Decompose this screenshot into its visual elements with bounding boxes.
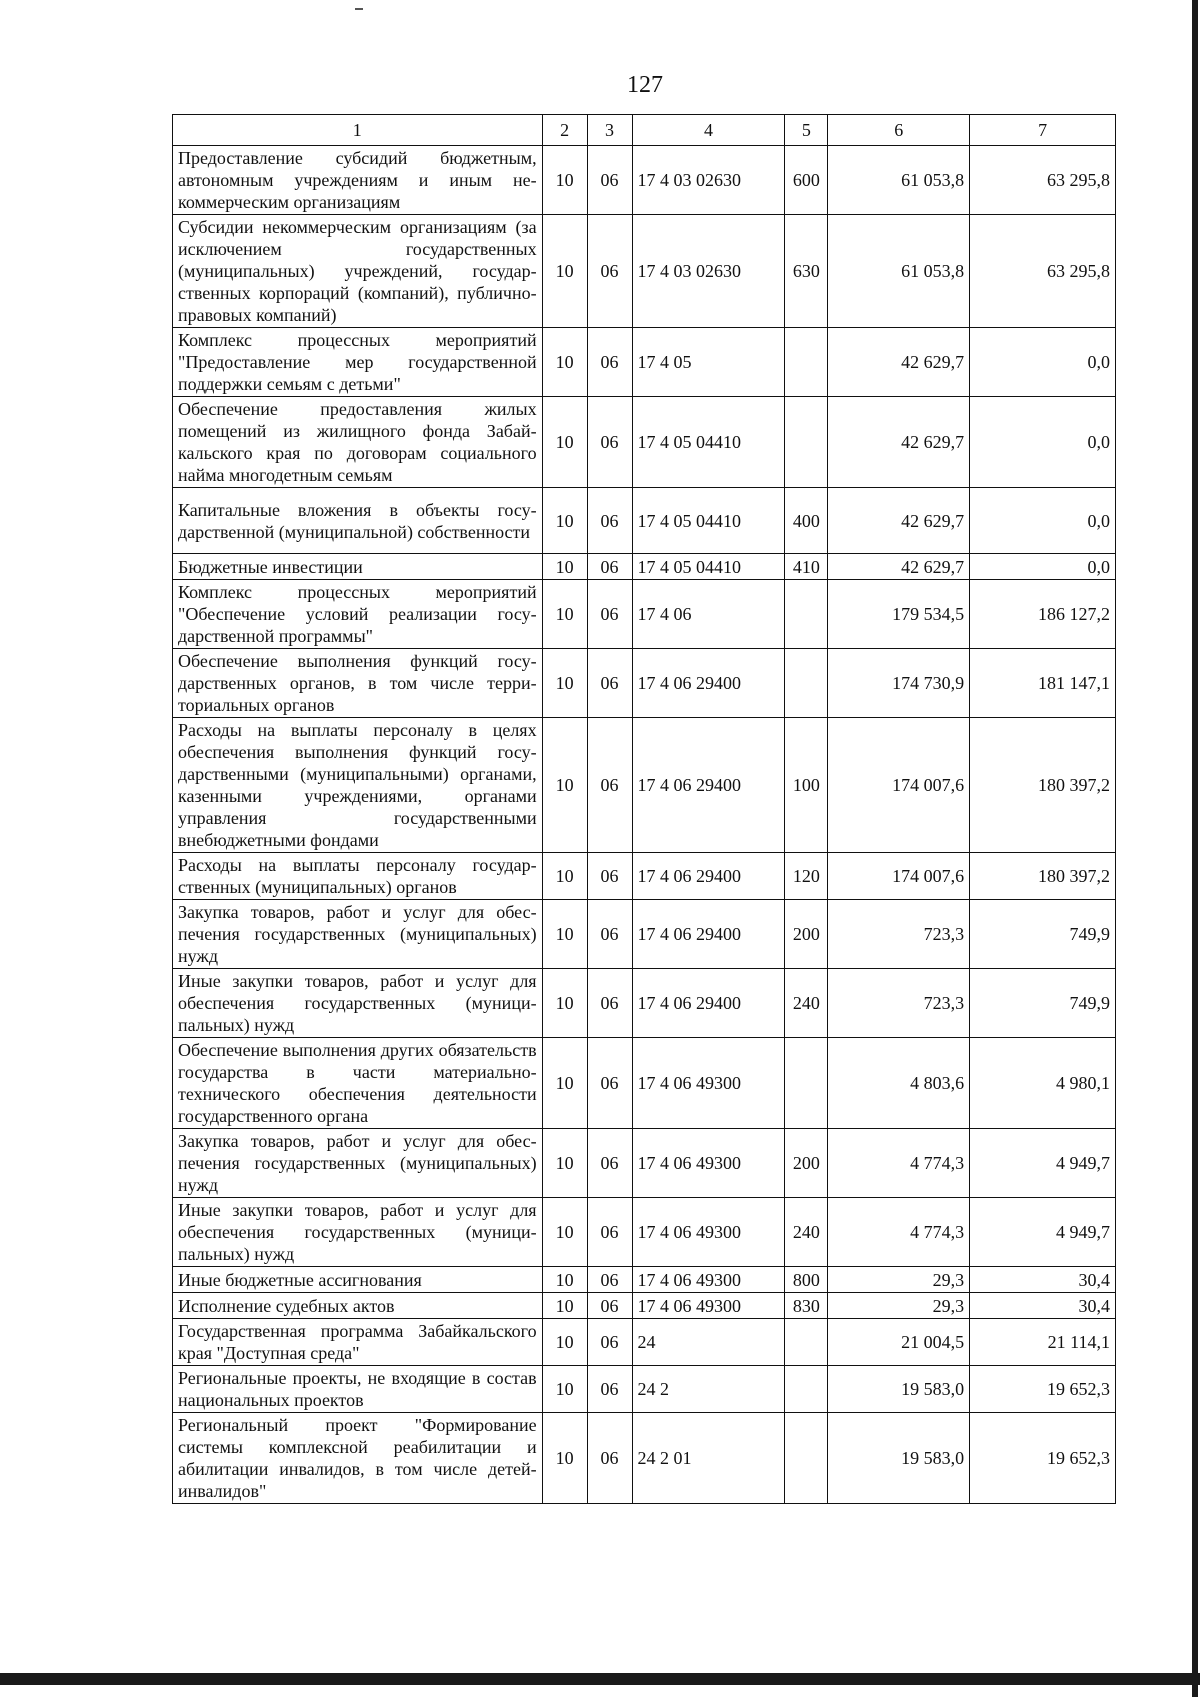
row-target-article: 17 4 05 04410	[632, 488, 785, 554]
row-expense-type: 410	[785, 554, 828, 580]
table-row	[173, 488, 1116, 554]
row-target-article: 24 2	[632, 1366, 785, 1413]
row-target-article: 17 4 03 02630	[632, 215, 785, 328]
column-header-2: 2	[542, 115, 587, 146]
row-section: 10	[542, 580, 587, 649]
table-row	[173, 215, 1116, 328]
row-name: Капитальные вложения в объекты государственной (муниципальной) собственности	[173, 488, 543, 554]
row-name: Комплекс процессных мероприятий "Предоставление мер государственной поддержки семьям с детьми"	[173, 328, 543, 397]
column-header-6: 6	[828, 115, 970, 146]
table-row	[173, 1267, 1116, 1293]
row-section: 10	[542, 1366, 587, 1413]
row-amount-year-1: 4 774,3	[828, 1198, 970, 1267]
row-expense-type: 100	[785, 718, 828, 853]
row-amount-year-1: 42 629,7	[828, 488, 970, 554]
row-expense-type: 400	[785, 488, 828, 554]
row-target-article: 17 4 06 29400	[632, 649, 785, 718]
row-amount-year-1: 19 583,0	[828, 1366, 970, 1413]
row-section: 10	[542, 397, 587, 488]
row-amount-year-2: 63 295,8	[970, 146, 1116, 215]
row-subsection: 06	[587, 328, 632, 397]
row-amount-year-1: 723,3	[828, 900, 970, 969]
scan-bottom-edge	[0, 1673, 1200, 1685]
row-section: 10	[542, 718, 587, 853]
row-expense-type: 600	[785, 146, 828, 215]
table-row	[173, 853, 1116, 900]
row-target-article: 17 4 06 49300	[632, 1267, 785, 1293]
row-target-article: 17 4 06 29400	[632, 853, 785, 900]
table-row	[173, 146, 1116, 215]
row-amount-year-2: 4 949,7	[970, 1198, 1116, 1267]
row-amount-year-2: 21 114,1	[970, 1319, 1116, 1366]
table-row	[173, 1319, 1116, 1366]
row-name: Комплекс процессных мероприятий "Обеспечение условий реализации государственной программы"	[173, 580, 543, 649]
row-subsection: 06	[587, 1413, 632, 1504]
row-amount-year-1: 4 774,3	[828, 1129, 970, 1198]
row-section: 10	[542, 969, 587, 1038]
row-expense-type	[785, 328, 828, 397]
row-amount-year-2: 30,4	[970, 1267, 1116, 1293]
table-row	[173, 1129, 1116, 1198]
row-amount-year-2: 0,0	[970, 328, 1116, 397]
row-amount-year-2: 180 397,2	[970, 853, 1116, 900]
row-expense-type	[785, 1366, 828, 1413]
table-row	[173, 554, 1116, 580]
row-subsection: 06	[587, 1198, 632, 1267]
row-subsection: 06	[587, 1267, 632, 1293]
row-name: Исполнение судебных актов	[173, 1293, 543, 1319]
row-section: 10	[542, 328, 587, 397]
row-target-article: 17 4 06 49300	[632, 1038, 785, 1129]
row-section: 10	[542, 853, 587, 900]
row-section: 10	[542, 1267, 587, 1293]
row-target-article: 24	[632, 1319, 785, 1366]
row-subsection: 06	[587, 1129, 632, 1198]
table-row	[173, 580, 1116, 649]
row-name: Обеспечение выполнения функций государственных органов, в том числе территориальных органов	[173, 649, 543, 718]
row-subsection: 06	[587, 969, 632, 1038]
row-expense-type	[785, 397, 828, 488]
row-expense-type: 830	[785, 1293, 828, 1319]
column-header-4: 4	[632, 115, 785, 146]
row-amount-year-2: 19 652,3	[970, 1413, 1116, 1504]
row-section: 10	[542, 900, 587, 969]
row-name: Региональный проект "Формирование системы комплексной реабилитации и абилитации инвалидов, в том числе детей-инвалидов"	[173, 1413, 543, 1504]
row-amount-year-2: 4 980,1	[970, 1038, 1116, 1129]
row-section: 10	[542, 554, 587, 580]
row-section: 10	[542, 1319, 587, 1366]
table-row	[173, 1038, 1116, 1129]
row-name: Закупка товаров, работ и услуг для обеспечения государственных (муниципальных) нужд	[173, 1129, 543, 1198]
row-amount-year-1: 174 730,9	[828, 649, 970, 718]
column-header-1: 1	[173, 115, 543, 146]
column-header-5: 5	[785, 115, 828, 146]
row-expense-type: 800	[785, 1267, 828, 1293]
row-name: Закупка товаров, работ и услуг для обеспечения государственных (муниципальных) нужд	[173, 900, 543, 969]
table-row	[173, 969, 1116, 1038]
table-row	[173, 1366, 1116, 1413]
row-name: Региональные проекты, не входящие в состав национальных проектов	[173, 1366, 543, 1413]
row-target-article: 17 4 05 04410	[632, 397, 785, 488]
row-name: Государственная программа Забайкальского края "Доступная среда"	[173, 1319, 543, 1366]
row-amount-year-1: 42 629,7	[828, 554, 970, 580]
row-section: 10	[542, 488, 587, 554]
row-subsection: 06	[587, 397, 632, 488]
row-expense-type: 240	[785, 969, 828, 1038]
row-expense-type	[785, 580, 828, 649]
row-amount-year-2: 181 147,1	[970, 649, 1116, 718]
row-amount-year-1: 174 007,6	[828, 718, 970, 853]
row-expense-type: 120	[785, 853, 828, 900]
row-subsection: 06	[587, 718, 632, 853]
row-expense-type: 200	[785, 900, 828, 969]
row-target-article: 17 4 06 49300	[632, 1129, 785, 1198]
row-section: 10	[542, 1038, 587, 1129]
row-target-article: 17 4 06 29400	[632, 969, 785, 1038]
row-amount-year-1: 61 053,8	[828, 146, 970, 215]
column-header-3: 3	[587, 115, 632, 146]
row-subsection: 06	[587, 853, 632, 900]
row-amount-year-2: 749,9	[970, 969, 1116, 1038]
row-target-article: 17 4 06 49300	[632, 1293, 785, 1319]
row-amount-year-1: 21 004,5	[828, 1319, 970, 1366]
row-subsection: 06	[587, 1293, 632, 1319]
row-section: 10	[542, 146, 587, 215]
row-target-article: 17 4 05	[632, 328, 785, 397]
row-amount-year-1: 42 629,7	[828, 397, 970, 488]
budget-table	[172, 114, 1116, 1504]
row-subsection: 06	[587, 554, 632, 580]
row-section: 10	[542, 1293, 587, 1319]
row-name: Иные закупки товаров, работ и услуг для обеспечения государственных (муниципальных) нужд	[173, 1198, 543, 1267]
row-target-article: 17 4 03 02630	[632, 146, 785, 215]
row-amount-year-2: 4 949,7	[970, 1129, 1116, 1198]
row-name: Предоставление субсидий бюджетным, автономным учреждениям и иным некоммерческим организациям	[173, 146, 543, 215]
row-subsection: 06	[587, 215, 632, 328]
row-amount-year-1: 29,3	[828, 1293, 970, 1319]
row-section: 10	[542, 649, 587, 718]
row-amount-year-1: 723,3	[828, 969, 970, 1038]
row-name: Обеспечение предоставления жилых помещений из жилищного фонда Забайкальского края по договорам социального найма многодетным семьям	[173, 397, 543, 488]
row-amount-year-1: 4 803,6	[828, 1038, 970, 1129]
scan-mark	[355, 8, 363, 10]
table-row	[173, 718, 1116, 853]
row-target-article: 17 4 06	[632, 580, 785, 649]
row-expense-type: 630	[785, 215, 828, 328]
row-expense-type: 240	[785, 1198, 828, 1267]
row-name: Иные закупки товаров, работ и услуг для обеспечения государственных (муниципальных) нужд	[173, 969, 543, 1038]
row-amount-year-2: 0,0	[970, 554, 1116, 580]
row-amount-year-2: 30,4	[970, 1293, 1116, 1319]
header-row	[173, 115, 1116, 146]
table-row	[173, 649, 1116, 718]
row-name: Обеспечение выполнения других обязательств государства в части материально-технического обеспечения деятельности государственного органа	[173, 1038, 543, 1129]
column-header-7: 7	[970, 115, 1116, 146]
row-amount-year-2: 180 397,2	[970, 718, 1116, 853]
row-section: 10	[542, 1413, 587, 1504]
row-amount-year-1: 42 629,7	[828, 328, 970, 397]
row-name: Субсидии некоммерческим организациям (за исключением государственных (муниципальных) учреждений, государственных корпораций (компаний), публично-правовых компаний)	[173, 215, 543, 328]
row-amount-year-2: 186 127,2	[970, 580, 1116, 649]
table-row	[173, 1413, 1116, 1504]
row-name: Расходы на выплаты персоналу в целях обеспечения выполнения функций государственными (муниципальными) органами, казенными учреждениями, органами управления государственными внебюджетными фондами	[173, 718, 543, 853]
row-target-article: 17 4 05 04410	[632, 554, 785, 580]
row-expense-type: 200	[785, 1129, 828, 1198]
row-name: Бюджетные инвестиции	[173, 554, 543, 580]
row-amount-year-2: 0,0	[970, 488, 1116, 554]
row-target-article: 17 4 06 49300	[632, 1198, 785, 1267]
row-expense-type	[785, 1038, 828, 1129]
row-section: 10	[542, 1198, 587, 1267]
row-amount-year-1: 174 007,6	[828, 853, 970, 900]
table-row	[173, 1198, 1116, 1267]
table-row	[173, 1293, 1116, 1319]
table-row	[173, 397, 1116, 488]
row-amount-year-1: 179 534,5	[828, 580, 970, 649]
row-amount-year-2: 63 295,8	[970, 215, 1116, 328]
table-row	[173, 900, 1116, 969]
row-name: Расходы на выплаты персоналу государственных (муниципальных) органов	[173, 853, 543, 900]
row-subsection: 06	[587, 146, 632, 215]
row-subsection: 06	[587, 1038, 632, 1129]
row-amount-year-2: 749,9	[970, 900, 1116, 969]
row-name: Иные бюджетные ассигнования	[173, 1267, 543, 1293]
row-expense-type	[785, 649, 828, 718]
row-subsection: 06	[587, 649, 632, 718]
row-subsection: 06	[587, 900, 632, 969]
page-number: 127	[627, 72, 663, 98]
row-amount-year-1: 29,3	[828, 1267, 970, 1293]
row-target-article: 17 4 06 29400	[632, 900, 785, 969]
row-target-article: 17 4 06 29400	[632, 718, 785, 853]
row-amount-year-2: 19 652,3	[970, 1366, 1116, 1413]
row-subsection: 06	[587, 1319, 632, 1366]
row-subsection: 06	[587, 1366, 632, 1413]
row-section: 10	[542, 1129, 587, 1198]
row-target-article: 24 2 01	[632, 1413, 785, 1504]
row-subsection: 06	[587, 580, 632, 649]
row-amount-year-1: 61 053,8	[828, 215, 970, 328]
row-section: 10	[542, 215, 587, 328]
row-amount-year-1: 19 583,0	[828, 1413, 970, 1504]
row-amount-year-2: 0,0	[970, 397, 1116, 488]
scan-right-edge	[1192, 0, 1198, 1697]
row-subsection: 06	[587, 488, 632, 554]
table-row	[173, 328, 1116, 397]
row-expense-type	[785, 1319, 828, 1366]
row-expense-type	[785, 1413, 828, 1504]
